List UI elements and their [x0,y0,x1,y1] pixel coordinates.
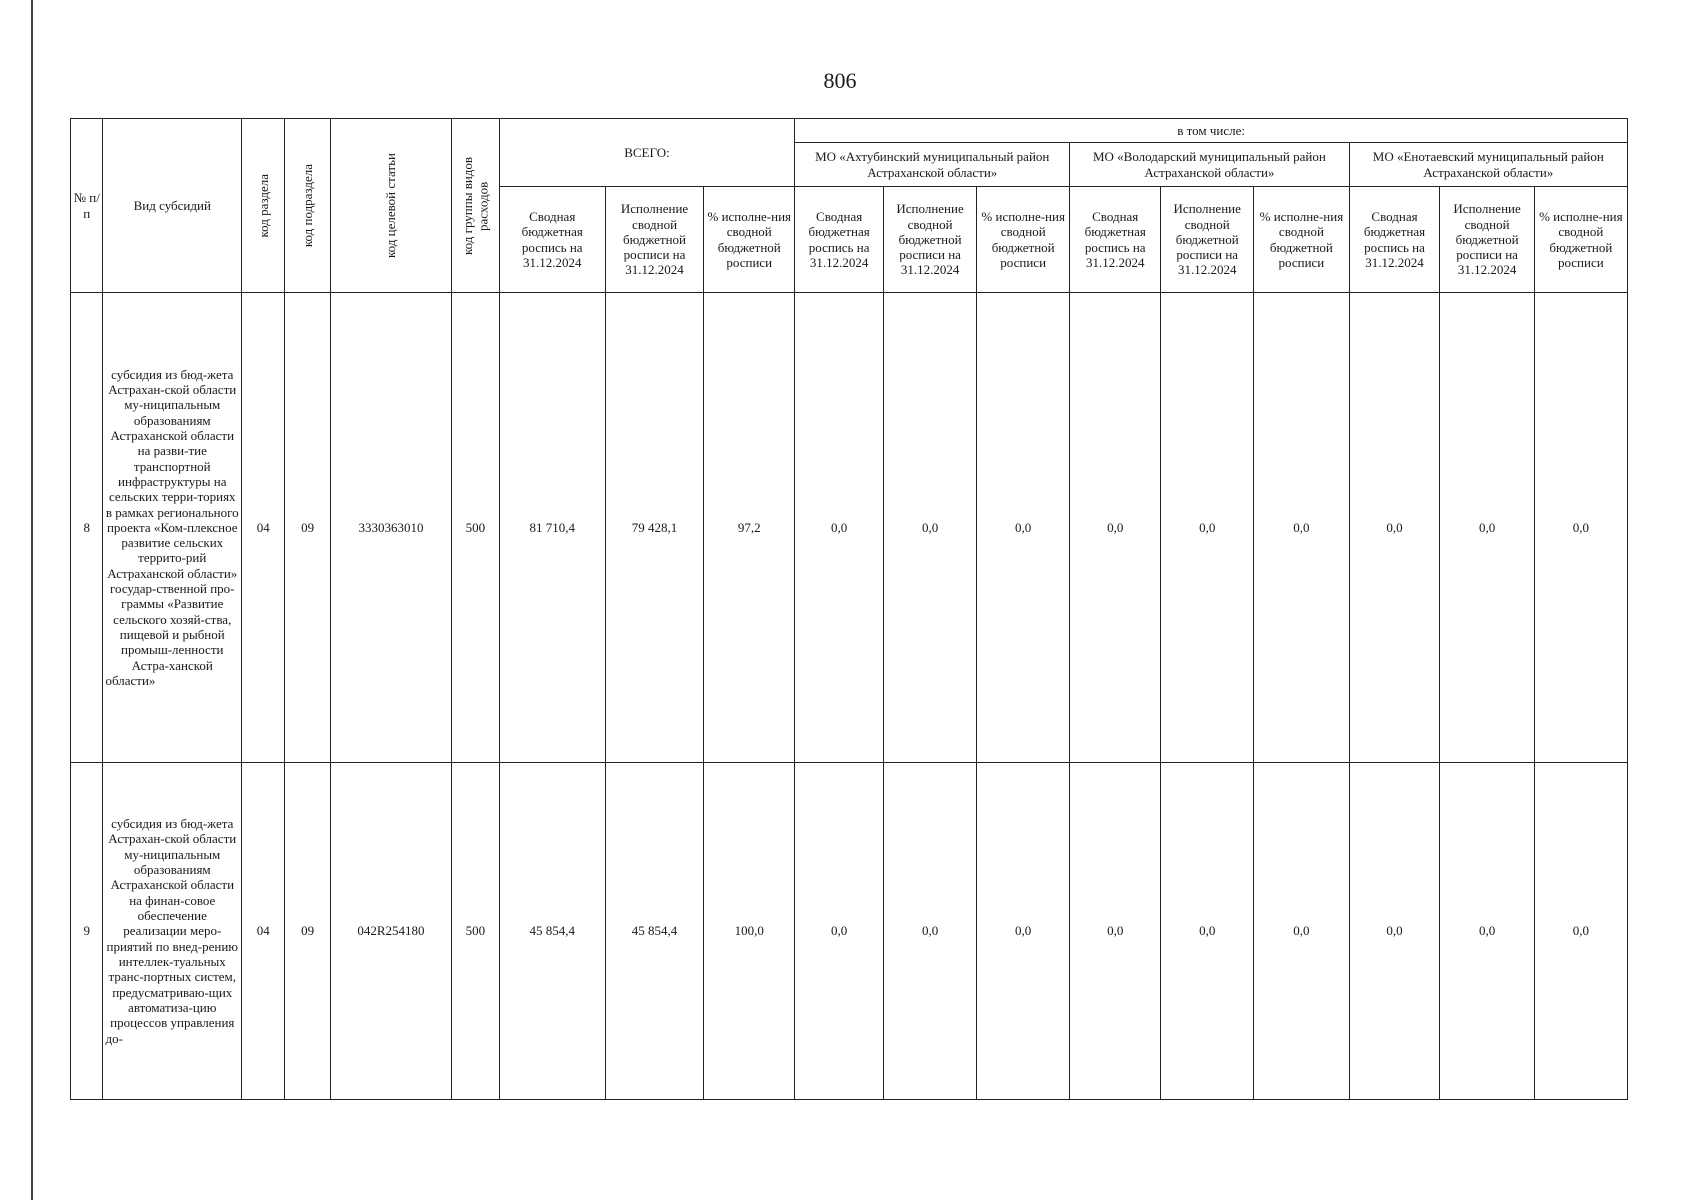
row-mo2-plan: 0,0 [1070,293,1161,763]
row-description: субсидия из бюд-жета Астрахан-ской области му-ниципальным образованиям Астраханской области на финан-совое обеспечение реализации меро-приятий по внед-рению интеллек-туальных транс-портных систем, предусматриваю-щих автоматиза-цию процессов управления до- [103,763,242,1100]
header-including: в том числе: [795,119,1628,143]
row-section-code: 04 [242,763,285,1100]
header-target-code: код целевой статьи [330,119,451,293]
header-num: № п/п [71,119,103,293]
row-subsection-code: 09 [285,293,330,763]
row-mo1-execution: 0,0 [884,763,977,1100]
header-mo2-plan: Сводная бюджетная роспись на 31.12.2024 [1070,187,1161,293]
header-mo1-execution: Исполнение сводной бюджетной росписи на 31.12.2024 [884,187,977,293]
header-type: Вид субсидий [103,119,242,293]
row-mo3-plan: 0,0 [1349,763,1440,1100]
header-mo3-plan: Сводная бюджетная роспись на 31.12.2024 [1349,187,1440,293]
row-num: 8 [71,293,103,763]
row-target-code: 042R254180 [330,763,451,1100]
header-section-code: код раздела [242,119,285,293]
row-mo2-percent: 0,0 [1254,293,1349,763]
table-row [71,763,1628,1100]
header-mo2-percent: % исполне-ния сводной бюджетной росписи [1254,187,1349,293]
header-mo-volodarsky: МО «Володарский муниципальный район Астраханской области» [1070,143,1349,187]
row-mo1-percent: 0,0 [977,293,1070,763]
row-mo1-execution: 0,0 [884,293,977,763]
header-total: ВСЕГО: [499,119,795,187]
table-body [71,293,1628,1100]
row-mo2-plan: 0,0 [1070,763,1161,1100]
table-header [71,119,1628,293]
header-total-execution: Исполнение сводной бюджетной росписи на 31.12.2024 [605,187,704,293]
row-section-code: 04 [242,293,285,763]
row-mo1-percent: 0,0 [977,763,1070,1100]
row-num: 9 [71,763,103,1100]
row-total-execution: 45 854,4 [605,763,704,1100]
row-mo3-percent: 0,0 [1534,293,1627,763]
header-total-percent: % исполне-ния сводной бюджетной росписи [704,187,795,293]
header-mo-enotaevsky: МО «Енотаевский муниципальный район Астраханской области» [1349,143,1627,187]
row-total-percent: 100,0 [704,763,795,1100]
header-mo2-execution: Исполнение сводной бюджетной росписи на 31.12.2024 [1161,187,1254,293]
header-mo3-percent: % исполне-ния сводной бюджетной росписи [1534,187,1627,293]
header-total-plan: Сводная бюджетная роспись на 31.12.2024 [499,187,605,293]
page-margin-line [31,0,33,1200]
row-total-plan: 45 854,4 [499,763,605,1100]
row-mo3-percent: 0,0 [1534,763,1627,1100]
row-total-plan: 81 710,4 [499,293,605,763]
row-subsection-code: 09 [285,763,330,1100]
row-mo3-execution: 0,0 [1440,763,1534,1100]
subsidy-table [70,118,1628,1100]
row-description: субсидия из бюд-жета Астрахан-ской области му-ниципальным образованиям Астраханской области на разви-тие транспортной инфраструктуры на сельских терри-ториях в рамках регионального проекта «Ком-плексное развитие сельских террито-рий Астраханской области» государ-ственной про-граммы «Развитие сельского хозяй-ства, пищевой и рыбной промыш-ленности Астра-ханской области» [103,293,242,763]
table-row [71,293,1628,763]
header-expense-group-code: код группы видов расходов [452,119,500,293]
header-mo3-execution: Исполнение сводной бюджетной росписи на 31.12.2024 [1440,187,1534,293]
header-mo1-percent: % исполне-ния сводной бюджетной росписи [977,187,1070,293]
row-total-percent: 97,2 [704,293,795,763]
row-mo2-percent: 0,0 [1254,763,1349,1100]
row-expense-group-code: 500 [452,293,500,763]
page-number: 806 [823,68,857,93]
row-mo1-plan: 0,0 [795,763,884,1100]
row-mo2-execution: 0,0 [1161,763,1254,1100]
row-mo3-execution: 0,0 [1440,293,1534,763]
row-expense-group-code: 500 [452,763,500,1100]
header-subsection-code: код подраздела [285,119,330,293]
row-mo2-execution: 0,0 [1161,293,1254,763]
header-mo1-plan: Сводная бюджетная роспись на 31.12.2024 [795,187,884,293]
header-mo-akhtubinsky: МО «Ахтубинский муниципальный район Астраханской области» [795,143,1070,187]
row-total-execution: 79 428,1 [605,293,704,763]
row-mo1-plan: 0,0 [795,293,884,763]
row-mo3-plan: 0,0 [1349,293,1440,763]
row-target-code: 3330363010 [330,293,451,763]
